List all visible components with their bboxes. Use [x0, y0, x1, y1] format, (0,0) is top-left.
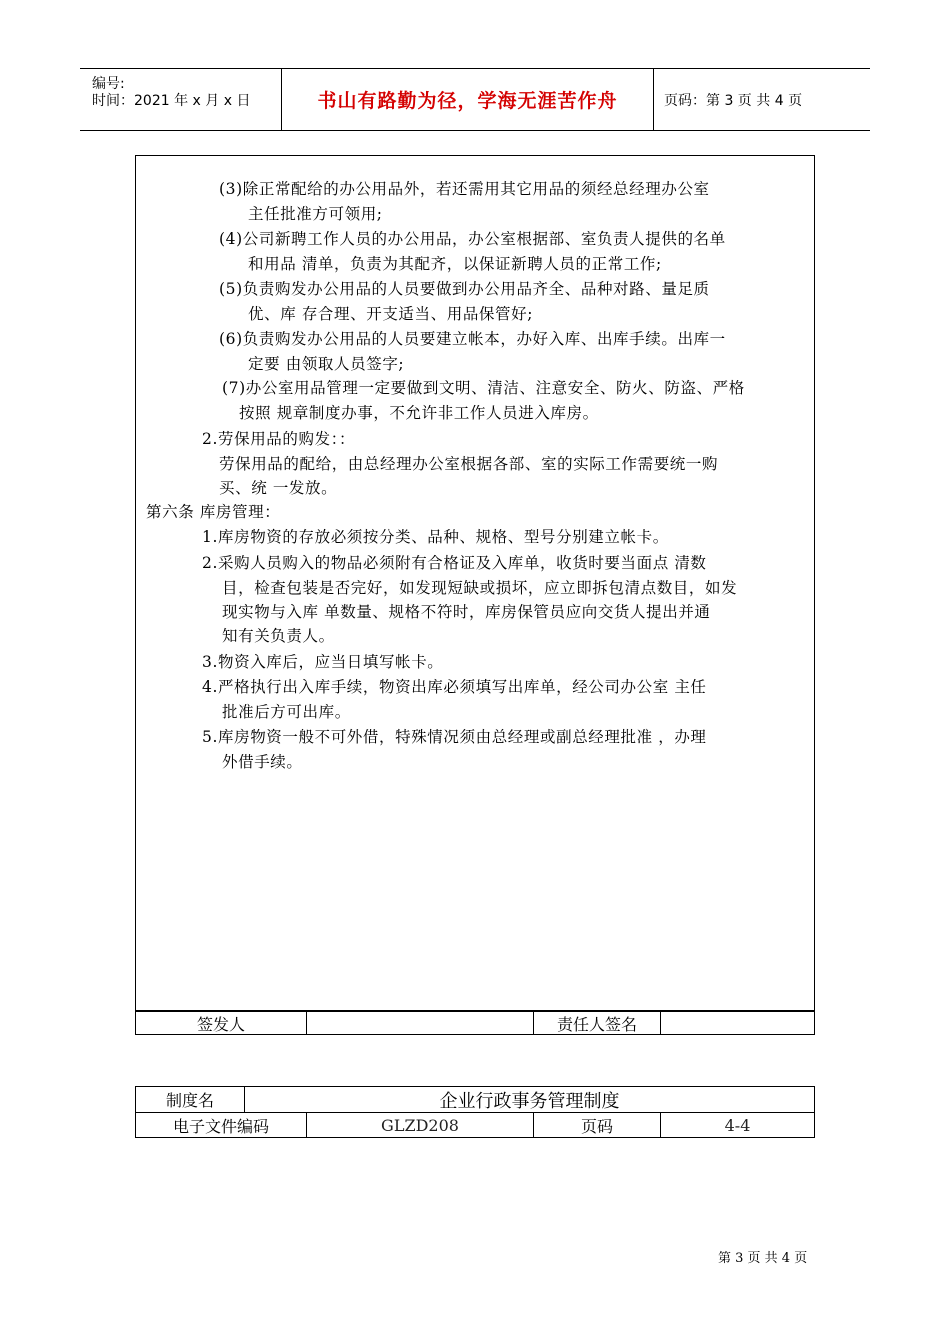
motto-text: 书山有路勤为径，学海无涯苦作舟 [317, 90, 618, 112]
body-line: (3)除正常配给的办公用品外，若还需用其它用品的须经总经理办公室 [219, 180, 710, 198]
system-name-value: 企业行政事务管理制度 [439, 1090, 620, 1112]
header-motto-cell [282, 69, 654, 130]
signature-row [135, 1011, 815, 1035]
body-line: 知有关负责人。 [222, 627, 335, 645]
body-line: 批准后方可出库。 [222, 703, 351, 721]
footer-page-number: 第 3 页 共 4 页 [718, 1251, 808, 1266]
responsible-signature-field[interactable] [661, 1012, 814, 1034]
section-heading: 第六条 库房管理： [146, 503, 281, 521]
body-line: 4.严格执行出入库手续，物资出库必须填写出库单，经公司办公室 主任 [202, 678, 707, 696]
body-line: 外借手续。 [222, 753, 303, 771]
body-line: 2.采购人员购入的物品必须附有合格证及入库单，收货时要当面点 清数 [202, 554, 707, 572]
serial-label: 编号: [92, 76, 125, 92]
body-line: 2.劳保用品的购发：： [202, 430, 356, 448]
body-line: 买、统 一发放。 [219, 479, 338, 497]
body-line: 3.物资入库后，应当日填写帐卡。 [202, 653, 444, 671]
body-line: 和用品 清单，负责为其配齐，以保证新聘人员的正常工作; [248, 255, 662, 273]
body-line: 定要 由领取人员签字; [248, 355, 405, 373]
body-line: 主任批准方可领用; [248, 205, 383, 223]
info-table [135, 1086, 815, 1138]
body-line: (5)负责购发办公用品的人员要做到办公用品齐全、品种对路、量足质 [219, 280, 710, 298]
body-line: (4)公司新聘工作人员的办公用品，办公室根据部、室负责人提供的名单 [219, 230, 726, 248]
page-value: 4-4 [724, 1115, 751, 1135]
system-name-label: 制度名 [165, 1091, 214, 1110]
file-code-label: 电子文件编码 [172, 1116, 269, 1136]
header-page-info: 页码：第 3 页 共 4 页 [664, 92, 803, 109]
body-line: 目，检查包装是否完好，如发现短缺或损坏，应立即拆包清点数目，如发 [222, 579, 738, 597]
time-label: 时间：2021 年 x 月 x 日 [92, 93, 251, 109]
file-code-value: GLZD208 [381, 1115, 459, 1135]
body-line: (7)办公室用品管理一定要做到文明、清洁、注意安全、防火、防盗、严格 [222, 379, 745, 397]
body-line: 按照 规章制度办事，不允许非工作人员进入库房。 [239, 404, 599, 422]
issuer-label: 签发人 [196, 1014, 245, 1034]
header-meta-cell [80, 69, 282, 130]
body-line: 劳保用品的配给，由总经理办公室根据各部、室的实际工作需要统一购 [219, 455, 719, 473]
content-box [135, 155, 815, 1011]
header-page-cell [654, 69, 870, 130]
page-header [80, 68, 870, 131]
responsible-label: 责任人签名 [556, 1014, 637, 1034]
issuer-field[interactable] [307, 1012, 533, 1034]
body-line: 5.库房物资一般不可外借，特殊情况须由总经理或副总经理批准 ，办理 [202, 728, 707, 746]
body-line: 优、库 存合理、开支适当、用品保管好; [248, 305, 534, 323]
body-line: 现实物与入库 单数量、规格不符时，库房保管员应向交货人提出并通 [222, 603, 711, 621]
body-line: 1.库房物资的存放必须按分类、品种、规格、型号分别建立帐卡。 [202, 528, 669, 546]
page-label: 页码 [580, 1116, 613, 1136]
body-line: (6)负责购发办公用品的人员要建立帐本，办好入库、出库手续。出库一 [219, 330, 726, 348]
